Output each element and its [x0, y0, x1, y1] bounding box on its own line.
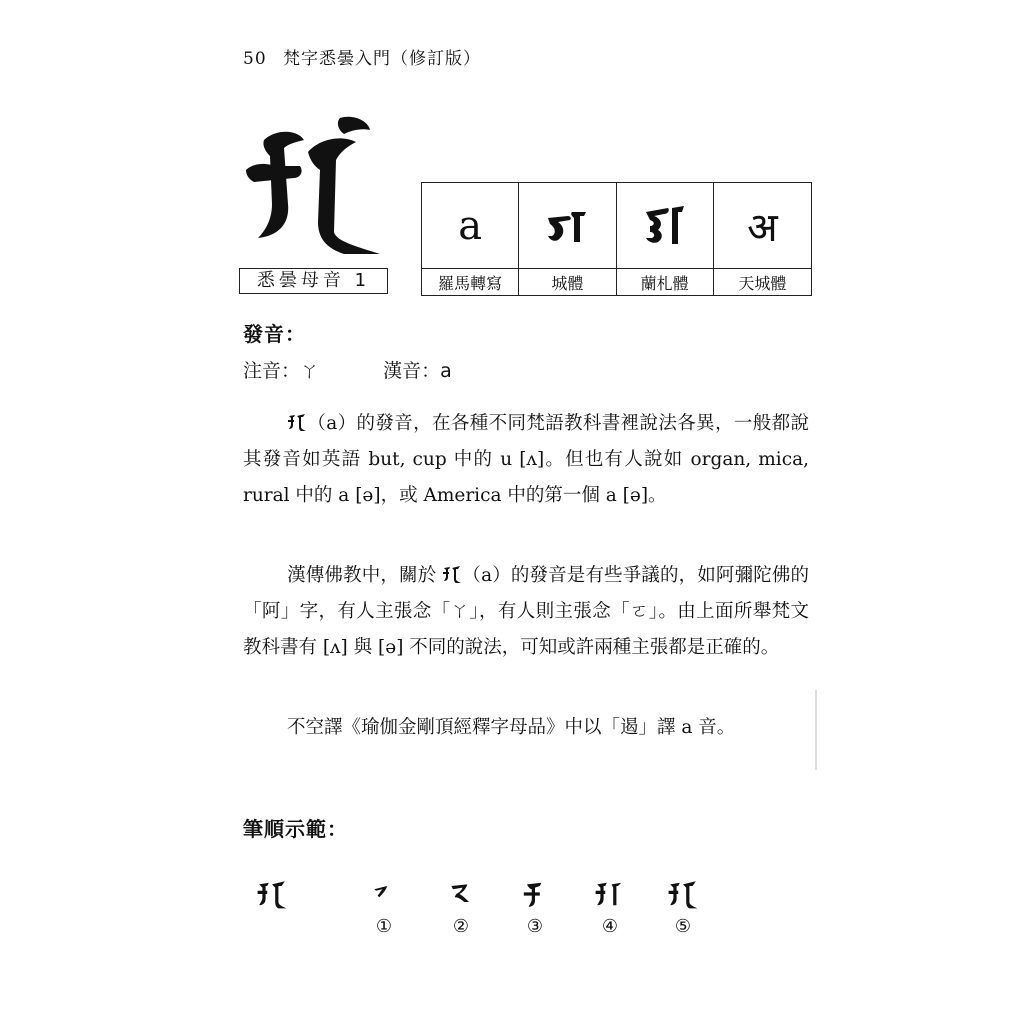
stroke-step-1	[364, 878, 404, 937]
devanagari-cell	[714, 183, 811, 269]
column-label: 城體	[519, 269, 616, 295]
column-label: 蘭札體	[617, 269, 714, 295]
pronunciation-line	[243, 356, 452, 383]
han-value: a	[440, 360, 452, 382]
book-title: 梵字悉曇入門（修訂版）	[283, 49, 482, 69]
siddham-a-full-icon	[256, 878, 288, 910]
ranjana-style-cell	[519, 183, 616, 269]
paragraph-3-text: 不空譯《瑜伽金剛頂經釋字母品》中以「遏」譯 a 音。	[287, 717, 736, 738]
paragraph-2-text-a: 漢傳佛教中，關於	[287, 565, 437, 586]
devanagari-a: अ	[747, 205, 778, 251]
step-number: ⑤	[674, 916, 692, 937]
ranjana-style-a-icon	[544, 206, 590, 246]
zhuyin-value: ㄚ	[300, 360, 320, 382]
lantsa-cell	[617, 183, 714, 269]
stroke-step-4-icon	[594, 878, 626, 910]
scan-gutter-mark	[812, 690, 820, 770]
stroke-step-3-icon	[519, 878, 551, 910]
zhuyin-label: 注音：	[243, 360, 301, 382]
stroke-order-row	[0, 878, 1024, 948]
stroke-step-4	[590, 878, 630, 937]
siddham-a-inline-icon	[442, 564, 462, 584]
column-label: 天城體	[738, 273, 787, 293]
pronunciation-title: 發音：	[243, 322, 306, 346]
roman-cell	[422, 183, 519, 269]
page-number: 50	[243, 49, 267, 69]
lantsa-a-icon	[642, 204, 688, 248]
romanization: a	[458, 202, 483, 249]
stroke-step-5-icon	[667, 878, 699, 910]
paragraph-3	[243, 710, 809, 746]
stroke-step-2-icon	[445, 878, 477, 910]
script-comparison-table	[421, 182, 812, 296]
stroke-step-2	[441, 878, 481, 937]
siddham-a-glyph-icon	[244, 112, 386, 258]
stroke-step-3	[515, 878, 555, 937]
paragraph-1	[243, 406, 809, 514]
step-number: ④	[601, 916, 619, 937]
stroke-order-title: 筆順示範：	[243, 817, 348, 841]
column-label: 羅馬轉寫	[422, 269, 519, 295]
paragraph-1-text: （a）的發音，在各種不同梵語教科書裡說法各異，一般都說其發音如英語 but, cup 中的 u [ʌ]。但也有人說如 organ, mica, rural 中的 a [ə]，或 America 中的第一個 a [ə]。	[243, 413, 809, 506]
character-caption: 悉曇母音 1	[239, 268, 388, 294]
siddham-a-inline-icon	[287, 412, 307, 432]
han-label: 漢音：	[383, 360, 441, 382]
stroke-full-glyph	[252, 878, 292, 910]
stroke-step-5	[663, 878, 703, 937]
step-number: ②	[452, 916, 470, 937]
page-header	[243, 44, 481, 69]
paragraph-2	[243, 558, 809, 666]
stroke-step-1-icon	[368, 878, 400, 910]
step-number: ③	[526, 916, 544, 937]
paragraph-2-text-b: （a）的發音是有些爭議的，如阿彌陀佛的「阿」字，有人主張念「ㄚ」，有人則主張念「ㄛ」。由上面所舉梵文教科書有 [ʌ] 與 [ə] 不同的說法，可知或許兩種主張都是正確的。	[243, 565, 809, 658]
step-number: ①	[375, 916, 393, 937]
